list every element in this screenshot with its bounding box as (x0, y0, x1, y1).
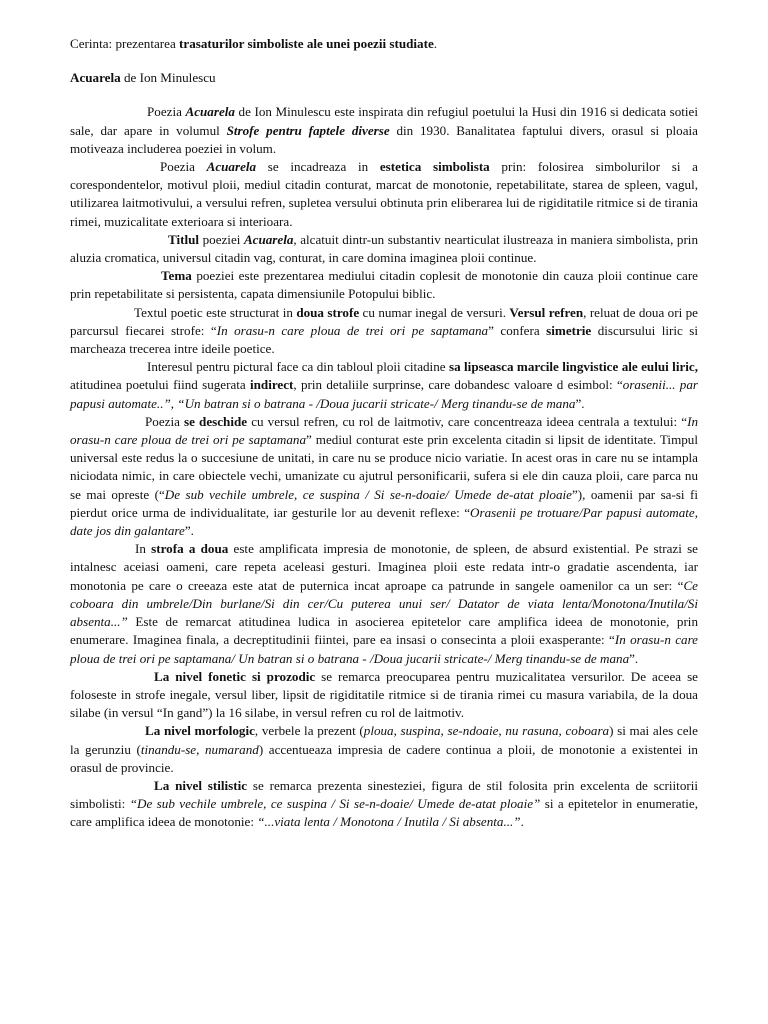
requirement-suffix: . (433, 36, 438, 51)
paragraph-phonetic-level: La nivel fonetic si prozodic se remarca preocuparea pentru muzicalitatea versurilor. De aceea se foloseste in strofe inegale, versul liber, lipsit de rigiditatile ritmice si de tirania rimei cu masura variabila, de la doua silabe (in versul “In gand”) la 16 silabe, in versul refren cu rol de laitmotiv. (70, 668, 698, 721)
paragraph-theme: Tema poeziei este prezentarea mediului citadin coplesit de monotonie din cauza ploii continue care prin repetabilitate si persistenta, capata dimensiunile Potopului biblic. (70, 268, 698, 302)
requirement-emphasis: trasaturilor simboliste ale unei poezii studiate (179, 36, 434, 51)
paragraph-stylistic-level: La nivel stilistic se remarca prezenta sinesteziei, figura de stil folosita prin excelenta de scriitorii simbolisti: “De sub vechile umbrele, ce suspina / Si se-n-doaie/ Umede de-atat ploaie” si a epitetelor in enumeratie, care amplifica ideea de monotonie: “...viata lenta / Monotona / Inutila / Si absenta...”. (70, 777, 698, 830)
poem-author: de Ion Minulescu (120, 70, 216, 86)
paragraph-inspiration: Poezia Acuarela de Ion Minulescu este inspirata din refugiul poetului la Husi din 1916 si dedicata sotiei sale, dar apare in volumul Strofe pentru faptele diverse din 1930. Banalitatea faptului divers, orasul si ploaia motiveaza includerea poeziei in volum. (70, 104, 698, 156)
paragraph-morphological-level: La nivel morfologic, verbele la prezent (ploua, suspina, se-ndoaie, nu rasuna, coboara) si mai ales cele la gerunziu (tinandu-se, numarand) accentueaza impresia de cadere continua a ploii, de monotonie a existentei in orasul de provincie. (70, 723, 698, 775)
paragraph-second-stanza: In strofa a doua este amplificata impresia de monotonie, de spleen, de absurd existential. Pe strazi se intalnesc aceiasi oameni, care repeta aceleasi gesturi. Imaginea ploii este redata intr-o gradatie ascendenta, iar monotonia pe care o creeaza este atat de puternica incat aproape ca patrunde in sangele oamenilor ca un ser: “Ce coboara din umbrele/Din burlane/Si din cer/Cu puterea unui ser/ Datator de viata lenta/Monotona/Inutila/Si absenta...” Este de remarcat atitudinea ludica in asocierea epitetelor care amplifica ideea de monotonie, prin enumerare. Imaginea finala, a decreptitudinii fiintei, pare ea insasi o consecinta a ploii exasperante: “In orasu-n care ploua de trei ori pe saptamana/ Un batran si o batrana - /Doua jucarii stricate-/ Merg tinandu-se de mana”. (70, 541, 698, 666)
document-page (70, 35, 698, 832)
requirement-line (70, 35, 698, 53)
paragraph-structure: Textul poetic este structurat in doua strofe cu numar inegal de versuri. Versul refren, reluat de doua ori pe parcursul fiecarei strofe: “In orasu-n care ploua de trei ori pe saptamana” confera simetrie discursului liric si marcheaza trecerea intre ideile poetice. (70, 304, 699, 357)
paragraph-symbolist-aesthetic: Poezia Acuarela se incadreaza in estetica simbolista prin: folosirea simbolurilor si a corespondentelor, motivul ploii, mediul citadin conturat, marcat de monotonie, repetabilitate, starea de spleen, vagul, utilizarea laitmotivului, a versului refren, supletea versului obtinuta prin eliberarea lui de rigiditatile ritmice si de tirania rimei, muzicalitate exterioara si interioara. (70, 159, 698, 229)
paragraph-pictorial: Interesul pentru pictural face ca din tabloul ploii citadine sa lipseasca marcile lingvistice ale eului liric, atitudinea poetului fiind sugerata indirect, prin detaliile surprinse, care dobandesc valoare d esimbol: “orasenii... par papusi automate..”, “Un batran si o batrana - /Doua jucarii stricate-/ Merg tinandu-se de mana”. (70, 359, 698, 411)
spacer (70, 87, 698, 103)
requirement-prefix: Cerinta: prezentarea (70, 36, 180, 51)
poem-heading (70, 69, 698, 87)
paragraph-opening: Poezia se deschide cu versul refren, cu rol de laitmotiv, care concentreaza ideea centrala a textului: “In orasu-n care ploua de trei ori pe saptamana” mediul conturat este prin excelenta citadin si lipsit de identitate. Timpul universal este redus la o succesiune de unitati, in care nu se produce nicio variatie. In acest oras in care nu se intampla niciodata nimic, in care obiectele vechi, umanizate cu ajutrul personificarii, sufera si ele din cauza ploii, care parca nu se mai opreste (“De sub vechile umbrele, ce suspina / Si se-n-doaie/ Umede de-atat ploaie”), oamenii par sa-si fi pierdut orice urma de individualitate, iar gesturile lor au devenit reflexe: “Orasenii pe trotuare/Par papusi automate, date jos din galantare”. (70, 413, 698, 539)
paragraph-title: Titlul poeziei Acuarela, alcatuit dintr-un substantiv nearticulat ilustreaza in maniera simbolista, prin aluzia cromatica, universul citadin vag, conturat, in care domina imaginea ploii continue. (70, 231, 698, 266)
poem-title: Acuarela (70, 70, 121, 86)
spacer (70, 53, 698, 69)
